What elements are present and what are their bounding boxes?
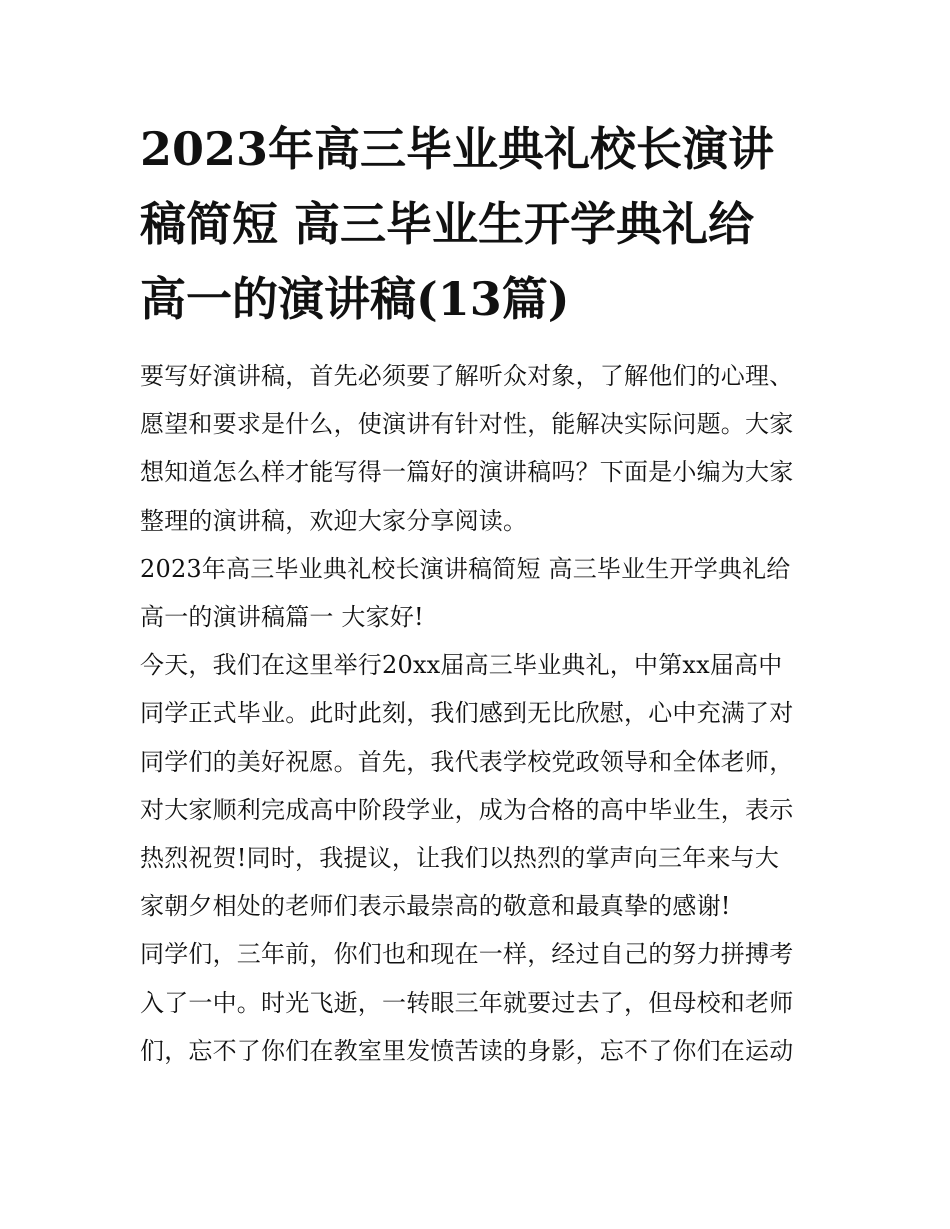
- text-line: 2023年高三毕业典礼校长演讲稿简短 高三毕业生开学典礼给: [140, 554, 791, 583]
- text-line: 对大家顺利完成高中阶段学业，成为合格的高中毕业生，表示: [140, 795, 794, 824]
- text-line: 同学们，三年前，你们也和现在一样，经过自己的努力拼搏考: [140, 940, 794, 969]
- title-line: 稿简短 高三毕业生开学典礼给: [140, 197, 755, 251]
- text-line: 今天，我们在这里举行20xx届高三毕业典礼，中第xx届高中: [140, 651, 783, 680]
- text-line: 整理的演讲稿，欢迎大家分享阅读。: [140, 506, 528, 535]
- document-body: [140, 352, 812, 1075]
- text-line: 家朝夕相处的老师们表示最崇高的敬意和最真挚的感谢!: [140, 892, 731, 921]
- text-line: 同学正式毕业。此时此刻，我们感到无比欣慰，心中充满了对: [140, 699, 794, 728]
- text-line: 热烈祝贺!同时，我提议，让我们以热烈的掌声向三年来与大: [140, 844, 780, 873]
- text-line: 同学们的美好祝愿。首先，我代表学校党政领导和全体老师，: [140, 747, 794, 776]
- speech-paragraph: [140, 930, 812, 1075]
- text-line: 们，忘不了你们在教室里发愤苦读的身影，忘不了你们在运动: [140, 1036, 794, 1065]
- text-line: 高一的演讲稿篇一 大家好!: [140, 603, 424, 632]
- section-heading-paragraph: [140, 545, 812, 641]
- text-line: 要写好演讲稿，首先必须要了解听众对象，了解他们的心理、: [140, 362, 794, 390]
- speech-paragraph: [140, 641, 812, 930]
- text-line: 想知道怎么样才能写得一篇好的演讲稿吗？下面是小编为大家: [140, 458, 794, 487]
- intro-paragraph: [140, 352, 812, 545]
- document-page: [140, 112, 812, 1075]
- text-line: 入了一中。时光飞逝，一转眼三年就要过去了，但母校和老师: [140, 988, 794, 1017]
- title-line: 高一的演讲稿(13篇): [140, 272, 570, 326]
- title-line: 2023年高三毕业典礼校长演讲: [140, 122, 775, 176]
- document-title: [140, 112, 812, 337]
- text-line: 愿望和要求是什么，使演讲有针对性，能解决实际问题。大家: [140, 410, 794, 439]
